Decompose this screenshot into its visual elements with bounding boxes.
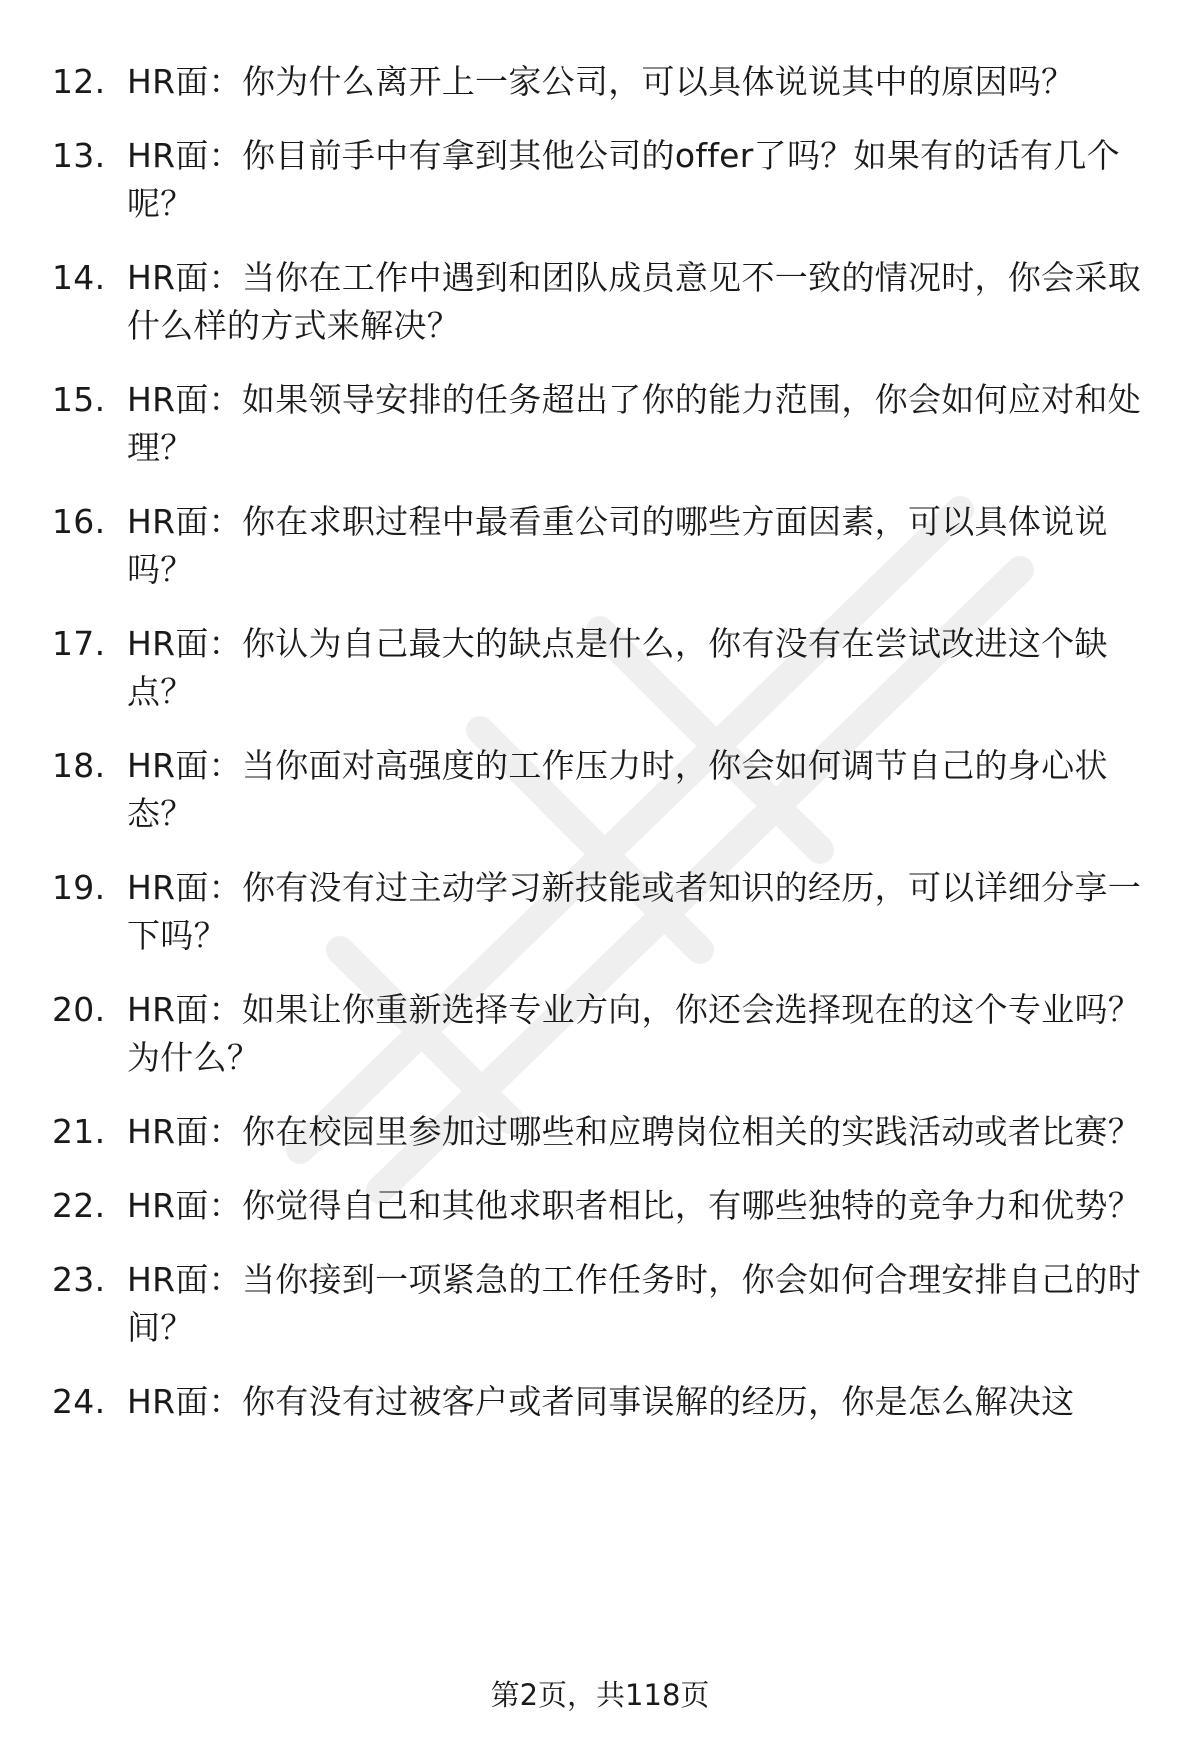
question-number: 17. bbox=[52, 624, 106, 663]
question-number: 23. bbox=[52, 1260, 106, 1299]
question-text: HR面：你有没有过主动学习新技能或者知识的经历，可以详细分享一下吗？ bbox=[127, 868, 1142, 955]
question-number: 18. bbox=[52, 746, 106, 785]
question-number: 20. bbox=[52, 990, 106, 1029]
question-number: 14. bbox=[52, 258, 106, 297]
question-item bbox=[52, 742, 1157, 838]
question-number: 22. bbox=[52, 1186, 106, 1225]
question-number: 16. bbox=[52, 502, 106, 541]
question-number: 15. bbox=[52, 380, 106, 419]
question-item bbox=[52, 1182, 1157, 1230]
question-text: HR面：当你接到一项紧急的工作任务时，你会如何合理安排自己的时间？ bbox=[127, 1260, 1142, 1347]
question-text: HR面：如果领导安排的任务超出了你的能力范围，你会如何应对和处理？ bbox=[127, 380, 1142, 467]
question-number: 19. bbox=[52, 868, 106, 907]
question-list bbox=[52, 58, 1157, 1452]
question-text: HR面：你在求职过程中最看重公司的哪些方面因素，可以具体说说吗？ bbox=[127, 502, 1108, 589]
question-item bbox=[52, 864, 1157, 960]
question-text: HR面：你有没有过被客户或者同事误解的经历，你是怎么解决这 bbox=[127, 1382, 1075, 1421]
question-item bbox=[52, 498, 1157, 594]
question-item bbox=[52, 1108, 1157, 1156]
question-item bbox=[52, 1378, 1157, 1426]
question-text: HR面：你认为自己最大的缺点是什么，你有没有在尝试改进这个缺点？ bbox=[127, 624, 1108, 711]
question-number: 24. bbox=[52, 1382, 106, 1421]
question-text: HR面：你觉得自己和其他求职者相比，有哪些独特的竞争力和优势？ bbox=[127, 1186, 1142, 1225]
page-footer: 第2页，共118页 bbox=[490, 1678, 710, 1712]
question-text: HR面：你目前手中有拿到其他公司的offer了吗？如果有的话有几个呢？ bbox=[127, 136, 1120, 223]
question-number: 13. bbox=[52, 136, 106, 175]
question-item bbox=[52, 132, 1157, 228]
question-number: 21. bbox=[52, 1112, 106, 1151]
question-item bbox=[52, 620, 1157, 716]
question-item bbox=[52, 254, 1157, 350]
question-item bbox=[52, 986, 1157, 1082]
question-item bbox=[52, 1256, 1157, 1352]
question-text: HR面：当你在工作中遇到和团队成员意见不一致的情况时，你会采取什么样的方式来解决？ bbox=[127, 258, 1142, 345]
question-text: HR面：你在校园里参加过哪些和应聘岗位相关的实践活动或者比赛？ bbox=[127, 1112, 1142, 1151]
question-text: HR面：如果让你重新选择专业方向，你还会选择现在的这个专业吗？为什么？ bbox=[127, 990, 1142, 1077]
question-item bbox=[52, 376, 1157, 472]
question-text: HR面：当你面对高强度的工作压力时，你会如何调节自己的身心状态？ bbox=[127, 746, 1108, 833]
question-item bbox=[52, 58, 1157, 106]
question-number: 12. bbox=[52, 62, 106, 101]
question-text: HR面：你为什么离开上一家公司，可以具体说说其中的原因吗？ bbox=[127, 62, 1075, 101]
